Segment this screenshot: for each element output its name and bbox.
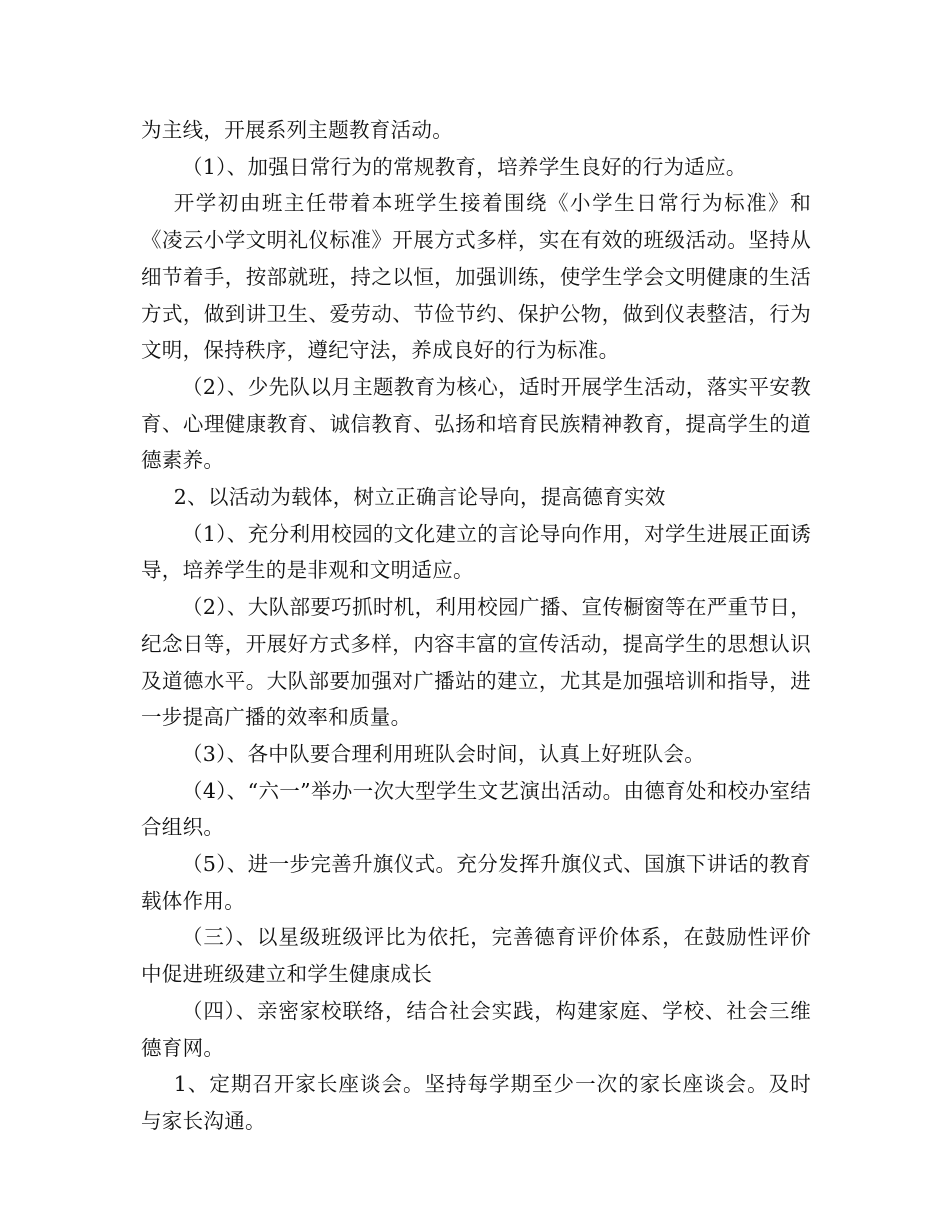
paragraph-13: 1、定期召开家长座谈会。坚持每学期至少一次的家长座谈会。及时与家长沟通。 [141, 1072, 811, 1133]
paragraph-12: （四）、亲密家校联络，结合社会实践，构建家庭、学校、社会三维德育网。 [141, 998, 811, 1060]
paragraph-11: （三）、以星级班级评比为依托，完善德育评价体系，在鼓励性评价中促进班级建立和学生健康成长 [141, 925, 811, 987]
paragraph-6: （1）、充分利用校园的文化建立的言论导向作用，对学生进展正面诱导，培养学生的是非观和文明适应。 [141, 521, 811, 583]
paragraph-9: （4）、“六一”举办一次大型学生文艺演出活动。由德育处和校办室结合组织。 [141, 778, 811, 840]
document-body [141, 112, 811, 1140]
paragraph-4: （2）、少先队以月主题教育为核心，适时开展学生活动，落实平安教育、心理健康教育、诚信教育、弘扬和培育民族精神教育，提高学生的道德素养。 [141, 374, 811, 473]
paragraph-1: 为主线，开展系列主题教育活动。 [141, 118, 453, 142]
paragraph-2: （1）、加强日常行为的常规教育，培养学生良好的行为适应。 [182, 154, 747, 179]
paragraph-8: （3）、各中队要合理利用班队会时间，认真上好班队会。 [182, 741, 706, 766]
paragraph-3: 开学初由班主任带着本班学生接着围绕《小学生日常行为标准》和《凌云小学文明礼仪标准》开展方式多样，实在有效的班级活动。坚持从细节着手，按部就班，持之以恒，加强训练，使学生学会文明健康的生活方式，做到讲卫生、爱劳动、节俭节约、保护公物，做到仪表整洁，行为文明，保持秩序，遵纪守法，养成良好的行为标准。 [141, 191, 811, 363]
paragraph-7: （2）、大队部要巧抓时机，利用校园广播、宣传橱窗等在严重节日，纪念日等，开展好方式多样，内容丰富的宣传活动，提高学生的思想认识及道德水平。大队部要加强对广播站的建立，尤其是加强培训和指导，进一步提高广播的效率和质量。 [141, 595, 811, 730]
paragraph-5: 2、以活动为载体，树立正确言论导向，提高德育实效 [173, 485, 666, 510]
paragraph-10: （5）、进一步完善升旗仪式。充分发挥升旗仪式、国旗下讲话的教育载体作用。 [141, 852, 811, 913]
